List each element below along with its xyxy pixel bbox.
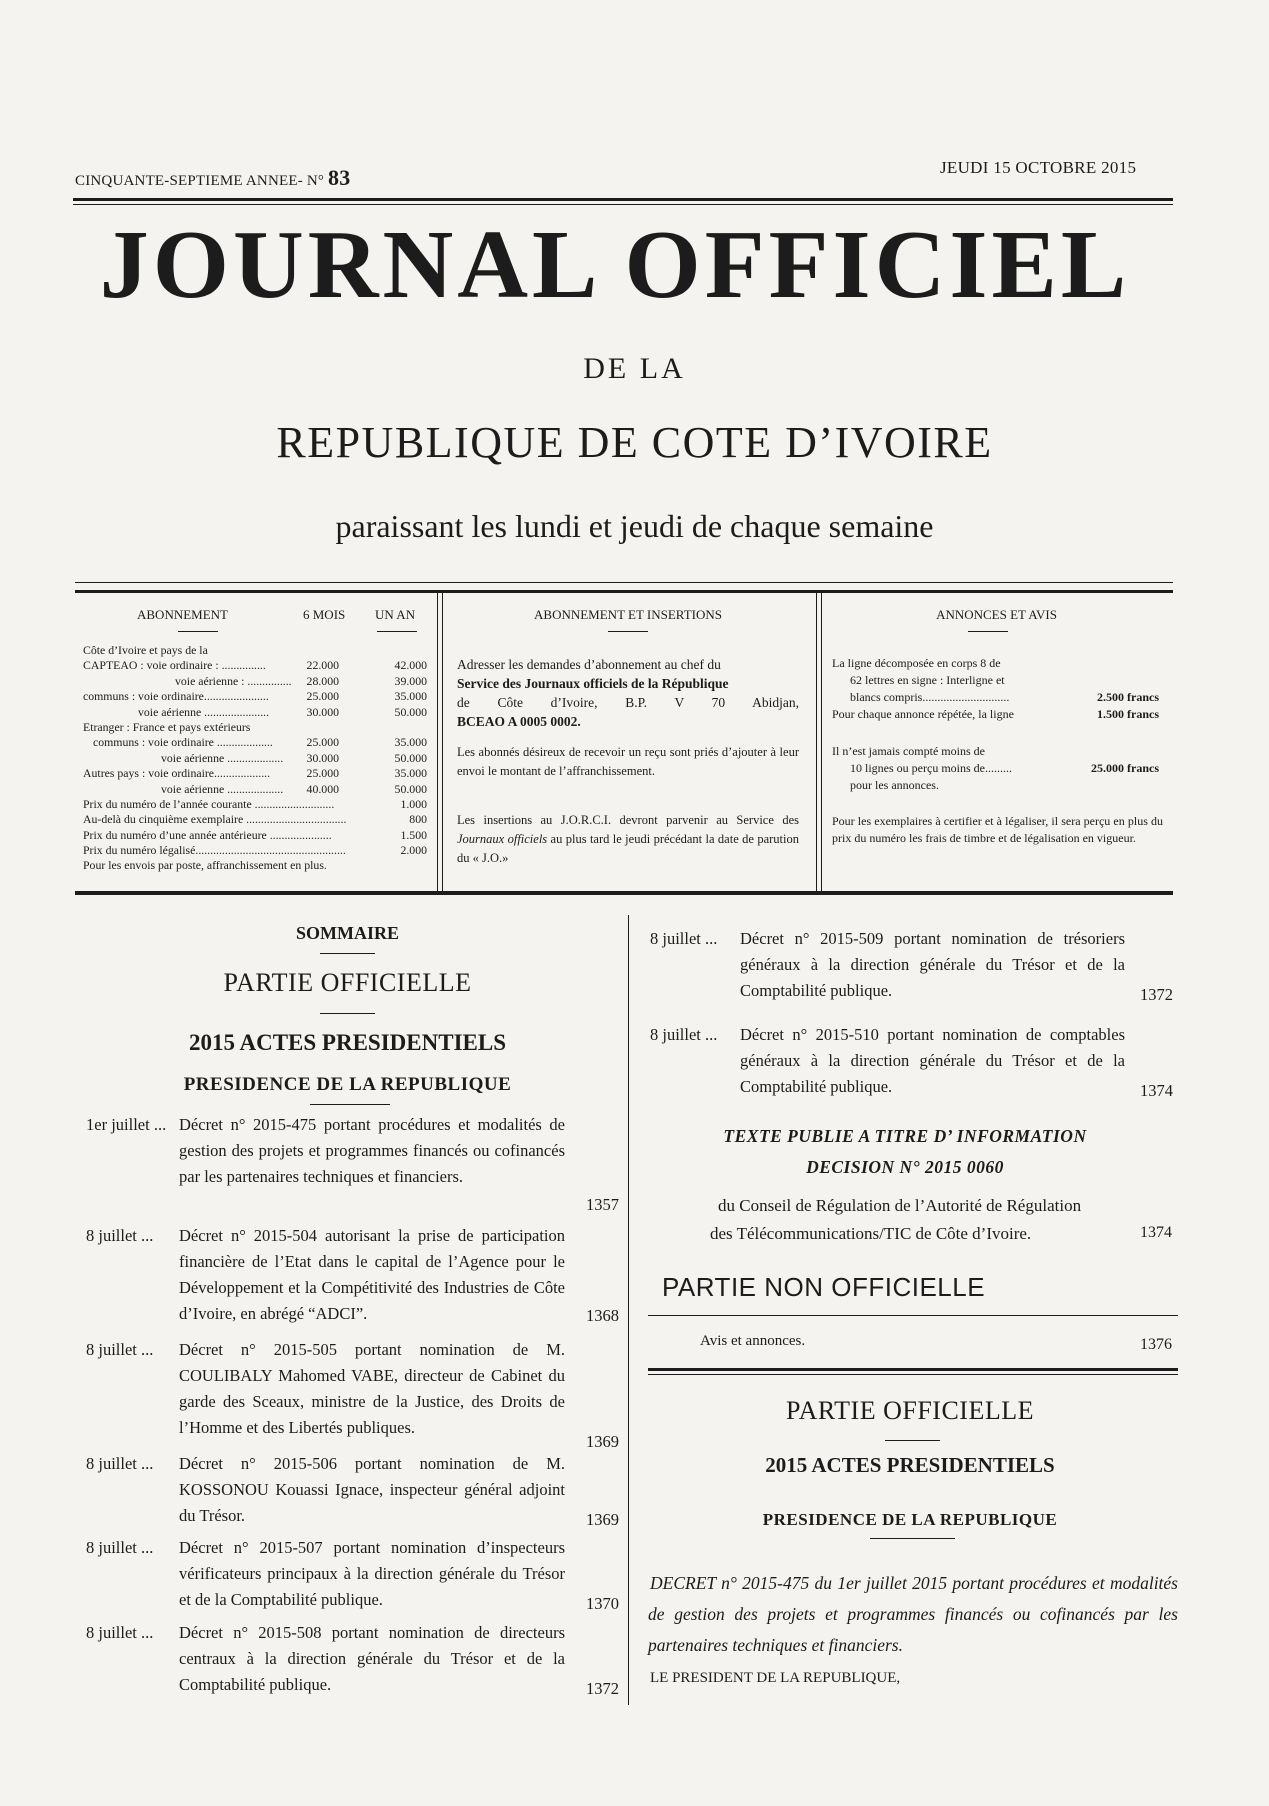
abonnement-row-1an: 35.000 — [394, 735, 427, 750]
abonnement-row-label: Au-delà du cinquième exemplaire .................................. — [83, 812, 347, 827]
abonnement-row — [75, 658, 435, 673]
abonnement-1an-header: UN AN — [375, 607, 416, 622]
abonnement-row-label: CAPTEAO : voie ordinaire : ............... — [83, 658, 266, 673]
masthead-frequency: paraissant les lundi et jeudi de chaque semaine — [335, 508, 934, 544]
abonnement-row-6mois: 28.000 — [306, 673, 339, 688]
box-top-rule — [75, 582, 1173, 583]
abonnement-row-label: voie aérienne ................... — [161, 781, 284, 796]
abonnement-row-label: Autres pays : voie ordinaire................... — [83, 766, 271, 781]
issue-prefix: CINQUANTE-SEPTIEME ANNEE- N° — [75, 173, 325, 189]
masthead-de-la: DE LA — [583, 352, 686, 385]
insertions-p1c: de Côte d’Ivoire, B.P. V 70 Abidjan, — [457, 695, 799, 710]
avis-annonces: Avis et annonces. — [700, 1333, 806, 1349]
abonnement-row-label: voie aérienne ...................... — [138, 704, 270, 719]
abonnement-row-label: Etranger : France et pays extérieurs — [83, 719, 251, 734]
masthead-country: REPUBLIQUE DE COTE D’IVOIRE — [276, 418, 993, 467]
pricing-box — [75, 590, 1173, 894]
entry-date: 8 juillet ... — [86, 1538, 154, 1557]
entry-page: 1370 — [586, 1594, 619, 1613]
avis-page: 1376 — [1140, 1336, 1172, 1353]
sommaire-presidence: PRESIDENCE DE LA REPUBLIQUE — [183, 1074, 512, 1095]
abonnement-row-label: Prix du numéro de l’année courante ........................... — [83, 796, 335, 811]
entry-date: 8 juillet ... — [650, 1025, 718, 1044]
abonnement-row — [75, 843, 435, 858]
column-rule — [628, 915, 629, 1705]
abonnement-row-label: communs : voie ordinaire ................... — [93, 735, 273, 750]
abonnement-row-label: voie aérienne ................... — [161, 750, 284, 765]
abonnement-row-label: Côte d’Ivoire et pays de la — [83, 643, 208, 657]
abonnement-row-1an: 50.000 — [394, 781, 427, 796]
abonnement-row-1an: 1.000 — [400, 796, 427, 811]
body-actes: 2015 ACTES PRESIDENTIELS — [765, 1453, 1055, 1477]
abonnement-row — [75, 735, 435, 750]
entry-text: Décret n° 2015-509 portant nomination de trésoriers généraux à la direction générale du Trésor et de la Comptabilité publique. — [740, 929, 1125, 1000]
entry-date: 8 juillet ... — [86, 1226, 154, 1245]
issue-number-value: 83 — [328, 165, 351, 190]
annonces-line-5: Il n’est jamais compté moins de — [832, 744, 985, 758]
abonnement-row — [75, 751, 435, 766]
abonnement-row-1an: 1.500 — [400, 827, 427, 842]
annonces-line-7: pour les annonces. — [850, 778, 939, 792]
entry-page: 1372 — [586, 1679, 619, 1698]
annonces-line-4: Pour chaque annonce répétée, la ligne 1.500 francs — [832, 707, 1159, 721]
annonces-line-1: La ligne décomposée en corps 8 de — [832, 656, 1001, 670]
entry-text: Décret n° 2015-510 portant nomination de comptables généraux à la direction générale du Trésor et de la Comptabilité publique. — [740, 1025, 1125, 1096]
abonnement-row-6mois: 25.000 — [306, 735, 339, 750]
abonnement-heading: ABONNEMENT — [137, 607, 228, 622]
abonnement-row — [75, 720, 435, 735]
abonnement-row-6mois: 25.000 — [306, 766, 339, 781]
annonces-line-3: blancs compris............................. 2.500 francs — [850, 690, 1159, 704]
abonnement-row-1an: 50.000 — [394, 750, 427, 765]
partie-non-officielle: PARTIE NON OFFICIELLE — [662, 1272, 986, 1302]
abonnement-6mois-header: 6 MOIS — [303, 607, 346, 622]
issue-number — [75, 165, 350, 191]
abonnement-row-1an: 39.000 — [394, 673, 427, 688]
insertions-p2: Les abonnés désireux de recevoir un reçu sont priés d’ajouter à leur envoi le montant de l’affranchissement. — [457, 745, 799, 778]
abonnement-row-6mois: 25.000 — [306, 689, 339, 704]
entry-text: Décret n° 2015-506 portant nomination de M. KOSSONOU Kouassi Ignace, inspecteur général adjoint du Trésor. — [179, 1454, 565, 1525]
sommaire-partie-officielle: PARTIE OFFICIELLE — [223, 968, 472, 997]
sommaire-title: SOMMAIRE — [296, 923, 399, 943]
abonnement-row-6mois: 40.000 — [306, 781, 339, 796]
abonnement-row-1an: 2.000 — [400, 843, 427, 858]
abonnement-row-1an: 35.000 — [394, 766, 427, 781]
header-rule — [73, 198, 1173, 201]
abonnement-column — [75, 593, 435, 891]
abonnement-row-label: Prix du numéro légalisé................................................... — [83, 843, 346, 858]
insertions-p1d: BCEAO A 0005 0002. — [457, 714, 581, 729]
annonces-amount-1: 2.500 francs — [1097, 690, 1159, 704]
abonnement-row — [75, 797, 435, 812]
entry-page: 1372 — [1140, 985, 1173, 1004]
entry-date: 8 juillet ... — [650, 929, 718, 948]
decision-page: 1374 — [1140, 1224, 1172, 1241]
header-rule-thin — [73, 204, 1173, 205]
abonnement-row-label: Pour les envois par poste, affranchissement en plus. — [83, 858, 327, 873]
annonces-amount-3: 25.000 francs — [1091, 761, 1159, 775]
body-presidence: PRESIDENCE DE LA REPUBLIQUE — [762, 1510, 1058, 1529]
abonnement-row-label: voie aérienne : ............... — [175, 673, 292, 688]
texte-publie-heading: TEXTE PUBLIE A TITRE D’ INFORMATION — [723, 1126, 1087, 1146]
body-partie-officielle: PARTIE OFFICIELLE — [786, 1396, 1034, 1425]
abonnement-row — [75, 689, 435, 704]
annonces-line-2: 62 lettres en signe : Interligne et — [850, 673, 1005, 687]
entry-page: 1357 — [586, 1195, 619, 1214]
entry-text: Décret n° 2015-507 portant nomination d’inspecteurs vérificateurs principaux à la direction générale du Trésor et de la Comptabilité publique. — [179, 1538, 565, 1609]
abonnement-row — [75, 674, 435, 689]
abonnement-row-label: communs : voie ordinaire...................... — [83, 689, 269, 704]
decision-line-2: des Télécommunications/TIC de Côte d’Ivoire. — [710, 1224, 1032, 1243]
decision-heading: DECISION N° 2015 0060 — [806, 1157, 1004, 1177]
entry-text: Décret n° 2015-504 autorisant la prise de participation financière de l’Etat dans le capital de l’Agence pour le Développement et la Compétitivité des Industries de Côte d’Ivoire, en abrégé “ADCI”. — [179, 1226, 565, 1323]
insertions-p3: Les insertions au J.O.R.C.I. devront parvenir au Service des Journaux officiels au plus tard le jeudi précédant la date de parution du « J.O.» — [457, 813, 799, 865]
abonnement-row-6mois: 30.000 — [306, 750, 339, 765]
abonnement-row-1an: 800 — [409, 812, 427, 827]
abonnement-row-1an: 42.000 — [394, 658, 427, 673]
annonces-line-8: Pour les exemplaires à certifier et à légaliser, il sera perçu en plus du prix du numéro les frais de timbre et de légalisation en vigueur. — [832, 814, 1163, 845]
body-decret-title: DECRET n° 2015-475 du 1er juillet 2015 portant procédures et modalités de gestion des projets et programmes financés ou cofinancés par les partenaires techniques et financiers. — [648, 1573, 1178, 1655]
annonces-heading: ANNONCES ET AVIS — [936, 607, 1057, 622]
entry-text: Décret n° 2015-508 portant nomination de directeurs centraux à la direction générale du Trésor et de la Comptabilité publique. — [179, 1623, 565, 1694]
entry-page: 1369 — [586, 1510, 619, 1529]
abonnement-row — [75, 858, 435, 873]
entry-date: 8 juillet ... — [86, 1623, 154, 1642]
entry-text: Décret n° 2015-475 portant procédures et modalités de gestion des projets et programmes financés ou cofinancés par les partenaires techniques et financiers. — [179, 1115, 565, 1186]
sommaire-actes: 2015 ACTES PRESIDENTIELS — [189, 1030, 506, 1055]
annonces-amount-2: 1.500 francs — [1097, 707, 1159, 721]
entry-page: 1368 — [586, 1306, 619, 1325]
abonnement-row-label: Prix du numéro d’une année antérieure ..................... — [83, 827, 332, 842]
issue-date: JEUDI 15 OCTOBRE 2015 — [940, 158, 1137, 177]
insertions-heading: ABONNEMENT ET INSERTIONS — [534, 607, 722, 622]
abonnement-row-1an: 35.000 — [394, 689, 427, 704]
abonnement-row — [75, 782, 435, 797]
entry-date: 8 juillet ... — [86, 1340, 154, 1359]
abonnement-rows — [75, 643, 435, 874]
abonnement-row-1an: 50.000 — [394, 704, 427, 719]
abonnement-row — [75, 828, 435, 843]
journal-title: JOURNAL OFFICIEL — [99, 211, 1131, 319]
box-bottom-rule — [75, 894, 1173, 895]
insertions-p1a: Adresser les demandes d’abonnement au chef du — [457, 657, 721, 672]
insertions-p1b: Service des Journaux officiels de la République — [457, 676, 729, 691]
abonnement-row — [75, 705, 435, 720]
abonnement-row — [75, 766, 435, 781]
abonnement-row-6mois: 22.000 — [306, 658, 339, 673]
entry-page: 1369 — [586, 1432, 619, 1451]
insertions-column — [441, 593, 815, 891]
annonces-line-6: 10 lignes ou perçu moins de......... 25.000 francs — [850, 761, 1159, 775]
decision-line-1: du Conseil de Régulation de l’Autorité de Régulation — [718, 1196, 1082, 1215]
entry-date: 1er juillet ... — [86, 1115, 167, 1134]
body-president: LE PRESIDENT DE LA REPUBLIQUE, — [650, 1670, 901, 1686]
entry-date: 8 juillet ... — [86, 1454, 154, 1473]
abonnement-row — [75, 643, 435, 658]
entry-text: Décret n° 2015-505 portant nomination de M. COULIBALY Mahomed VABE, directeur de Cabinet du garde des Sceaux, ministre de la Justice, des Droits de l’Homme et des Libertés publiques. — [179, 1340, 565, 1437]
entry-page: 1374 — [1140, 1081, 1173, 1100]
abonnement-row-6mois: 30.000 — [306, 704, 339, 719]
abonnement-row — [75, 812, 435, 827]
annonces-column — [820, 593, 1173, 891]
